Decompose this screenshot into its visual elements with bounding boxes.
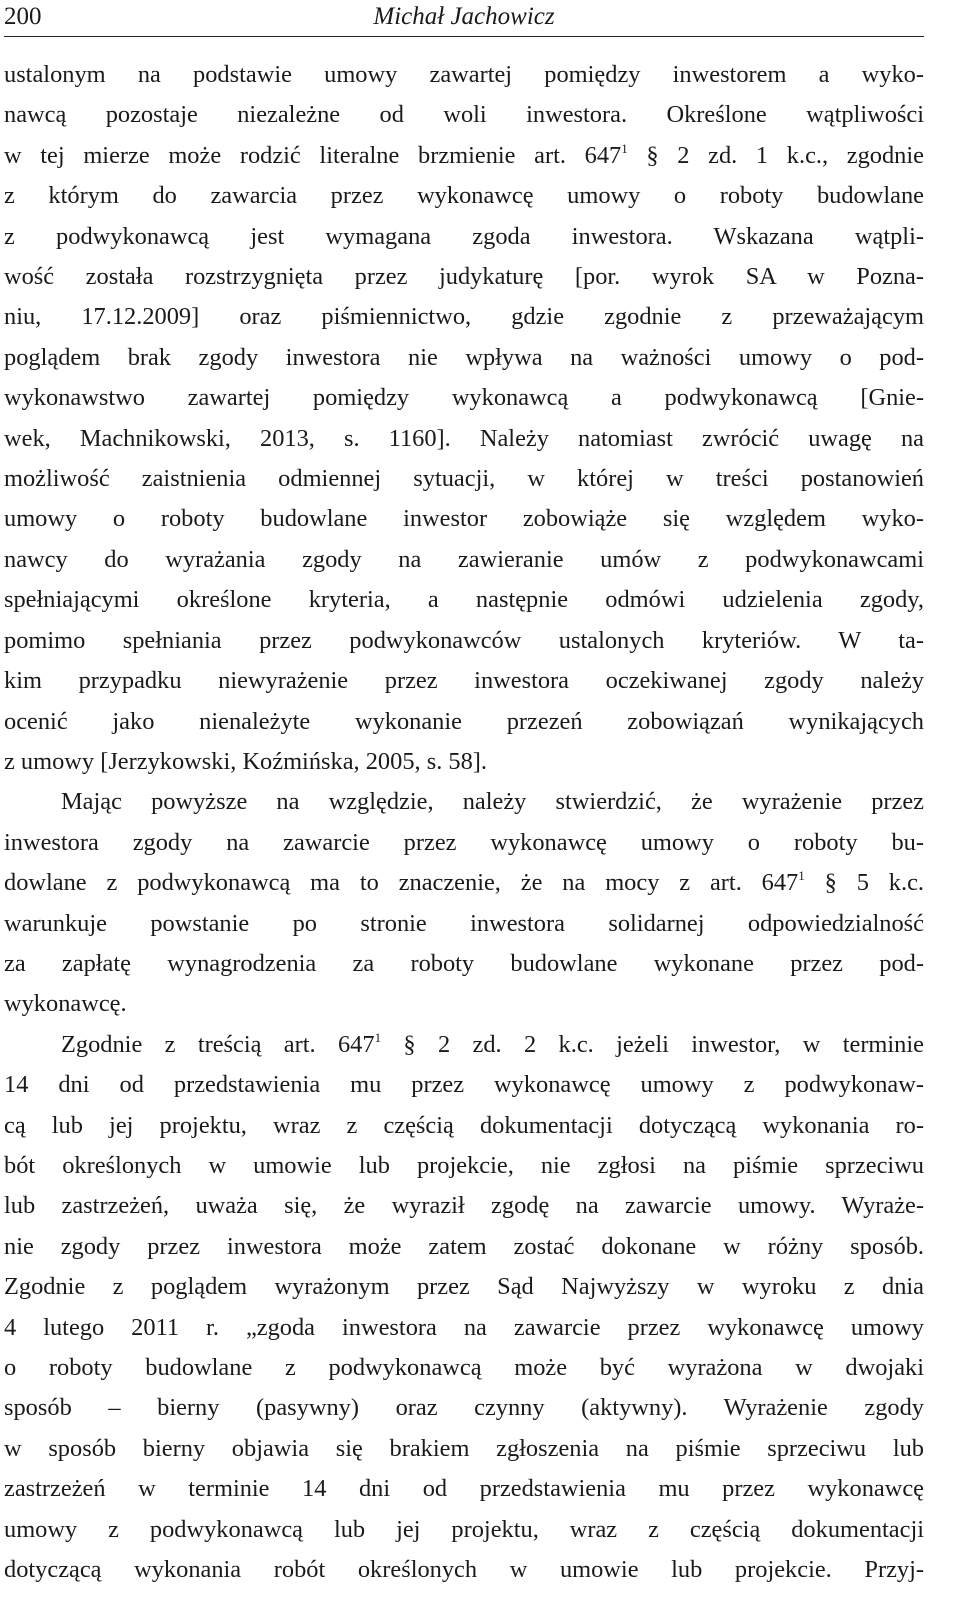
book-page <box>4 0 924 1590</box>
text-run: § 5 k.c. <box>804 869 924 897</box>
text-line: w sposób bierny objawia się brakiem zgłoszenia na piśmie sprzeciwu lub <box>4 1434 924 1462</box>
text-line: bót określonych w umowie lub projekcie, nie zgłosi na piśmie sprzeciwu <box>4 1151 924 1179</box>
text-line: pomimo spełniania przez podwykonawców ustalonych kryteriów. W ta- <box>4 626 924 654</box>
page-number: 200 <box>4 3 42 30</box>
text-line: poglądem brak zgody inwestora nie wpływa na ważności umowy o pod- <box>4 343 924 371</box>
text-line: niu, 17.12.2009] oraz piśmiennictwo, gdzie zgodnie z przeważającym <box>4 303 924 331</box>
text-line: 4 lutego 2011 r. „zgoda inwestora na zawarcie przez wykonawcę umowy <box>4 1313 924 1341</box>
paragraph <box>4 1025 924 1591</box>
text-line: umowy z podwykonawcą lub jej projektu, wraz z częścią dokumentacji <box>4 1515 924 1543</box>
superscript: 1 <box>621 140 628 156</box>
running-head <box>4 0 924 37</box>
text-line: o roboty budowlane z podwykonawcą może być wyrażona w dwojaki <box>4 1354 924 1381</box>
text-line: z którym do zawarcia przez wykonawcę umowy o roboty budowlane <box>4 182 924 210</box>
text-line: spełniającymi określone kryteria, a następnie odmówi udzielenia zgody, <box>4 586 924 614</box>
text-line: nie zgody przez inwestora może zatem zostać dokonane w różny sposób. <box>4 1232 924 1260</box>
text-line: wość została rozstrzygnięta przez judykaturę [por. wyrok SA w Pozna- <box>4 263 924 291</box>
paragraph <box>4 782 924 1024</box>
text-line: lub zastrzeżeń, uważa się, że wyraził zgodę na zawarcie umowy. Wyraże- <box>4 1192 924 1220</box>
body-text <box>4 55 924 1590</box>
text-line: umowy o roboty budowlane inwestor zobowiąże się względem wyko- <box>4 505 924 533</box>
text-line: nawcą pozostaje niezależne od woli inwestora. Określone wątpliwości <box>4 101 924 129</box>
text-line: sposób – bierny (pasywny) oraz czynny (aktywny). Wyrażenie zgody <box>4 1394 924 1422</box>
text-line: Mając powyższe na względzie, należy stwierdzić, że wyrażenie przez <box>61 788 924 816</box>
text-line: wek, Machnikowski, 2013, s. 1160]. Należy natomiast zwrócić uwagę na <box>4 424 924 452</box>
text-line <box>4 136 924 176</box>
text-line: za zapłatę wynagrodzenia za roboty budowlane wykonane przez pod- <box>4 949 924 977</box>
superscript: 1 <box>374 1029 382 1045</box>
text-line: ocenić jako nienależyte wykonanie przezeń zobowiązań wynikających <box>4 707 924 735</box>
text-run: w tej mierze może rodzić literalne brzmienie art. 647 <box>4 141 622 169</box>
running-head-author: Michał Jachowicz <box>373 3 555 30</box>
text-line: cą lub jej projektu, wraz z częścią dokumentacji dotyczącą wykonania ro- <box>4 1111 924 1139</box>
text-run: dowlane z podwykonawcą ma to znaczenie, że na mocy z art. 647 <box>4 869 799 897</box>
text-line: warunkuje powstanie po stronie inwestora solidarnej odpowiedzialność <box>4 909 924 937</box>
text-line: nawcy do wyrażania zgody na zawieranie umów z podwykonawcami <box>4 545 924 573</box>
text-line: z podwykonawcą jest wymagana zgoda inwestora. Wskazana wątpli- <box>4 222 924 250</box>
text-line: możliwość zaistnienia odmiennej sytuacji, w której w treści postanowień <box>4 465 924 493</box>
paragraph <box>4 55 924 782</box>
text-line: ustalonym na podstawie umowy zawartej pomiędzy inwestorem a wyko- <box>4 61 924 88</box>
text-run: § 2 zd. 1 k.c., zgodnie <box>627 141 924 169</box>
text-line: wykonawcę. <box>4 990 127 1018</box>
text-line: inwestora zgody na zawarcie przez wykonawcę umowy o roboty bu- <box>4 828 924 856</box>
text-run: Zgodnie z treścią art. 647 <box>61 1030 375 1058</box>
text-line: wykonawstwo zawartej pomiędzy wykonawcą a podwykonawcą [Gnie- <box>4 384 924 412</box>
text-line: Zgodnie z poglądem wyrażonym przez Sąd Najwyższy w wyroku z dnia <box>4 1273 924 1301</box>
text-line: 14 dni od przedstawienia mu przez wykonawcę umowy z podwykonaw- <box>4 1071 924 1099</box>
superscript: 1 <box>798 868 805 884</box>
text-line <box>4 1025 924 1065</box>
text-line: zastrzeżeń w terminie 14 dni od przedstawienia mu przez wykonawcę <box>4 1475 924 1503</box>
text-line: z umowy [Jerzykowski, Koźmińska, 2005, s. 58]. <box>4 747 488 775</box>
text-run: § 2 zd. 2 k.c. jeżeli inwestor, w terminie <box>381 1030 924 1058</box>
text-line <box>4 863 924 903</box>
text-line: kim przypadku niewyrażenie przez inwestora oczekiwanej zgody należy <box>4 667 924 695</box>
text-line: dotyczącą wykonania robót określonych w umowie lub projekcie. Przyj- <box>4 1556 924 1584</box>
